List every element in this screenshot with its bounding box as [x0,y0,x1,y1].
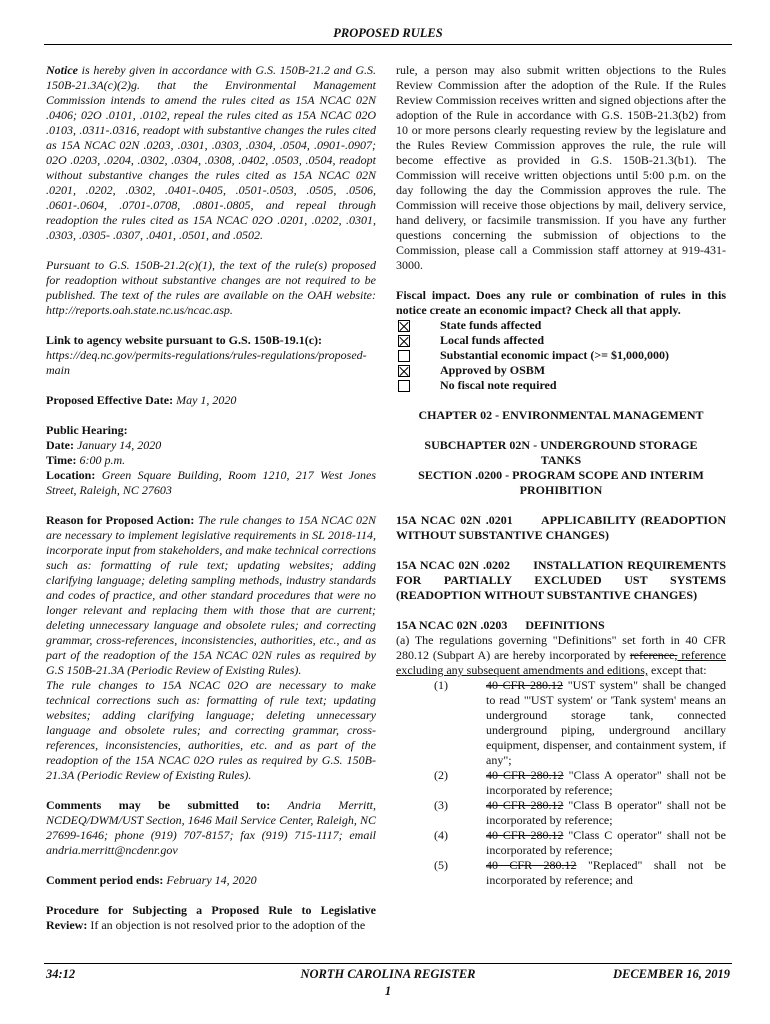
item-body: "Class C operator" shall not be incorporated by reference; [486,828,726,857]
agency-link[interactable]: https://deq.nc.gov/permits-regulations/rules-regulations/proposed-main [46,348,367,377]
fiscal-check-label: Substantial economic impact (>= $1,000,000) [440,348,670,362]
hearing-time: Time: 6:00 p.m. [46,453,126,467]
fiscal-check-row [398,333,726,348]
item-text [486,828,726,858]
fiscal-impact-question: Fiscal impact. Does any rule or combination of rules in this notice create an economic impact? Check all that apply. [396,288,726,317]
definition-item [396,678,726,768]
fiscal-check-label: State funds affected [440,318,542,332]
fiscal-checklist [396,318,726,393]
fiscal-check-label: No fiscal note required [440,378,557,392]
rule-0203-heading: 15A NCAC 02N .0203 DEFINITIONS [396,618,605,632]
checked-box-icon[interactable] [398,320,410,332]
subchapter-heading-2: TANKS [540,453,582,467]
checked-box-icon[interactable] [398,335,410,347]
hearing-heading: Public Hearing: [46,423,128,437]
item-body: "Class B operator" shall not be incorporated by reference; [486,798,726,827]
item-text [486,678,726,768]
footer-rule [44,963,732,964]
issue-number: 34:12 [46,967,76,981]
subchapter-heading: SUBCHAPTER 02N - UNDERGROUND STORAGE [424,438,698,452]
rule-0201-heading: 15A NCAC 02N .0201 APPLICABILITY (READOPTION WITHOUT SUBSTANTIVE CHANGES) [396,513,729,542]
left-column [46,63,376,933]
comments-paragraph: Comments may be submitted to: Andria Merritt, NCDEQ/DWM/UST Section, 1646 Mail Service Center, Raleigh, NC 27699-1646; phone (919) 707-8157; fax (919) 715-1117; email andria.merritt@ncdenr.gov [46,798,376,857]
notice-text: is hereby given in accordance with G.S. 150B-21.2 and G.S. 150B-21.3A(c)(2)g. that the Environmental Management Commission intends to amend the rules cited as 15A NCAC 02N .0406; 02O .0101, .0102, repeal the rules cited as 15A NCAC 02O .0103, .0311-.0316, readopt with substantive changes the rules cited as 15A NCAC 02N .0203, .0301, .0303, .0304, .0504, .0901-.0907; 02O .0203, .0204, .0302, .0304, .0308, .0402, .0503, .0504, readopt without substantive changes the rules cited as 15A NCAC 02N .0201, .0202, .0302, .0401-.0405, .0501-.0503, .0505, .0506, .0601-.0604, .0701-.0708, .0801-.0805, and repeal through readoption the rules cited as 15A NCAC 02O .0201, .0202, .0301, .0303, .0305- .0307, .0401, .0501, and .0502. [46,63,376,242]
definition-item [396,828,726,858]
item-struck-citation: 40 CFR 280.12 [486,828,564,842]
rule-0202-heading: 15A NCAC 02N .0202 INSTALLATION REQUIREMENTS FOR PARTIALLY EXCLUDED UST SYSTEMS (READOPTION WITHOUT SUBSTANTIVE CHANGES) [396,558,729,602]
fiscal-check-row [398,348,726,363]
section-heading-2: PROHIBITION [519,483,603,497]
item-text [486,768,726,798]
header-rule [44,44,732,45]
hearing-location: Location: Green Square Building, Room 1210, 217 West Jones Street, Raleigh, NC 27603 [46,468,377,497]
fiscal-check-label: Approved by OSBM [440,363,546,377]
definitions-list [396,678,726,888]
item-body: "Replaced" shall not be incorporated by reference; and [486,858,726,887]
item-text [486,798,726,828]
register-name: NORTH CAROLINA REGISTER [300,967,476,981]
notice-paragraph [46,63,376,243]
issue-date: DECEMBER 16, 2019 [612,967,730,981]
chapter-heading: CHAPTER 02 - ENVIRONMENTAL MANAGEMENT [418,408,704,422]
item-number: (1) [434,678,448,692]
reason-paragraph-2: The rule changes to 15A NCAC 02O are necessary to make technical corrections such as: formatting of rule text; updating websites; adding clarifying language; deleting unnecessary language and obsolete rules; and correcting grammar, cross-references, inconsistencies, authorities, etc. and as part of the readoption of the 15A NCAC 02O rules as required by G.S. 150B-21.3A (Periodic Review of Existing Rules). [46,678,376,782]
item-text [486,858,726,888]
pursuant-paragraph: Pursuant to G.S. 150B-21.2(c)(1), the text of the rule(s) proposed for readoption without substantive changes are not required to be published. The text of the rules are available on the OAH website: http://reports.oah.state.nc.us/ncac.asp. [46,258,376,317]
section-heading: SECTION .0200 - PROGRAM SCOPE AND INTERIM [418,468,704,482]
fiscal-check-row [398,363,726,378]
item-struck-citation: 40 CFR 280.12 [486,798,564,812]
item-number: (5) [434,858,448,872]
item-body: "UST system" shall be changed to read "'UST system' or 'Tank system' means an underground storage tank, connected underground piping, underground ancillary equipment, dispenser, and containment system, if any"; [486,678,726,767]
link-label: Link to agency website pursuant to G.S. 150B-19.1(c): [46,333,323,347]
procedure-continued: rule, a person may also submit written objections to the Rules Review Commission after the adoption of the Rule. If the Rules Review Commission receives written and signed objections after the adoption of the Rule in accordance with G.S. 150B-21.3(b2) from 10 or more persons clearly requesting review by the legislature and the Rules Review Commission approves the rule, the rule will become effective as provided in G.S. 150B-21.3(b1). The Commission will receive written objections until 5:00 p.m. on the day following the day the Commission approves the rule. The Commission will receive those objections by mail, delivery service, hand delivery, or facsimile transmission. If you have any further questions concerning the submission of objections to the Commission, please call a Commission staff attorney at 919-431-3000. [396,63,726,272]
fiscal-check-row [398,318,726,333]
procedure-paragraph: Procedure for Subjecting a Proposed Rule to Legislative Review: If an objection is not resolved prior to the adoption of the [46,903,376,932]
item-number: (3) [434,798,448,812]
empty-box-icon[interactable] [398,350,410,362]
checked-box-icon[interactable] [398,365,410,377]
item-number: (4) [434,828,448,842]
effective-date: Proposed Effective Date: May 1, 2020 [46,393,237,407]
page-header-title: PROPOSED RULES [333,26,443,40]
notice-label: Notice [46,63,78,77]
reason-paragraph: Reason for Proposed Action: The rule changes to 15A NCAC 02N are necessary to implement legislative requirements in SL 2018-114, incorporate input from stakeholders, and make technical corrections such as: formatting of rule text; updating websites; adding clarifying language; deleting sampling methods, industry standards and codes of practice, and other standard procedures that were no longer relevant and replacing them with those that are current; deleting unnecessary language and obsolete rules; and correcting grammar, cross-references, inconsistencies, authorities, etc., and as part of the readoption of the 15A NCAC 02N rules as required by G.S 150B-21.3A (Periodic Review of Existing Rules). [46,513,377,677]
definition-item [396,858,726,888]
item-struck-citation: 40 CFR 280.12 [486,678,564,692]
hearing-date: Date: January 14, 2020 [46,438,162,452]
item-number: (2) [434,768,448,782]
definition-item [396,768,726,798]
item-struck-citation: 40 CFR 280.12 [486,858,577,872]
definition-item [396,798,726,828]
page-number: 1 [384,984,392,998]
fiscal-check-label: Local funds affected [440,333,544,347]
item-struck-citation: 40 CFR 280.12 [486,768,564,782]
item-body: "Class A operator" shall not be incorporated by reference; [486,768,726,797]
fiscal-check-row [398,378,726,393]
definitions-paragraph-a: (a) The regulations governing "Definitions" set forth in 40 CFR 280.12 (Subpart A) are hereby incorporated by reference, reference excluding any subsequent amendments and editions, except that: [396,633,726,677]
right-column [396,63,729,888]
empty-box-icon[interactable] [398,380,410,392]
comment-period: Comment period ends: February 14, 2020 [46,873,257,887]
link-paragraph [46,333,376,378]
